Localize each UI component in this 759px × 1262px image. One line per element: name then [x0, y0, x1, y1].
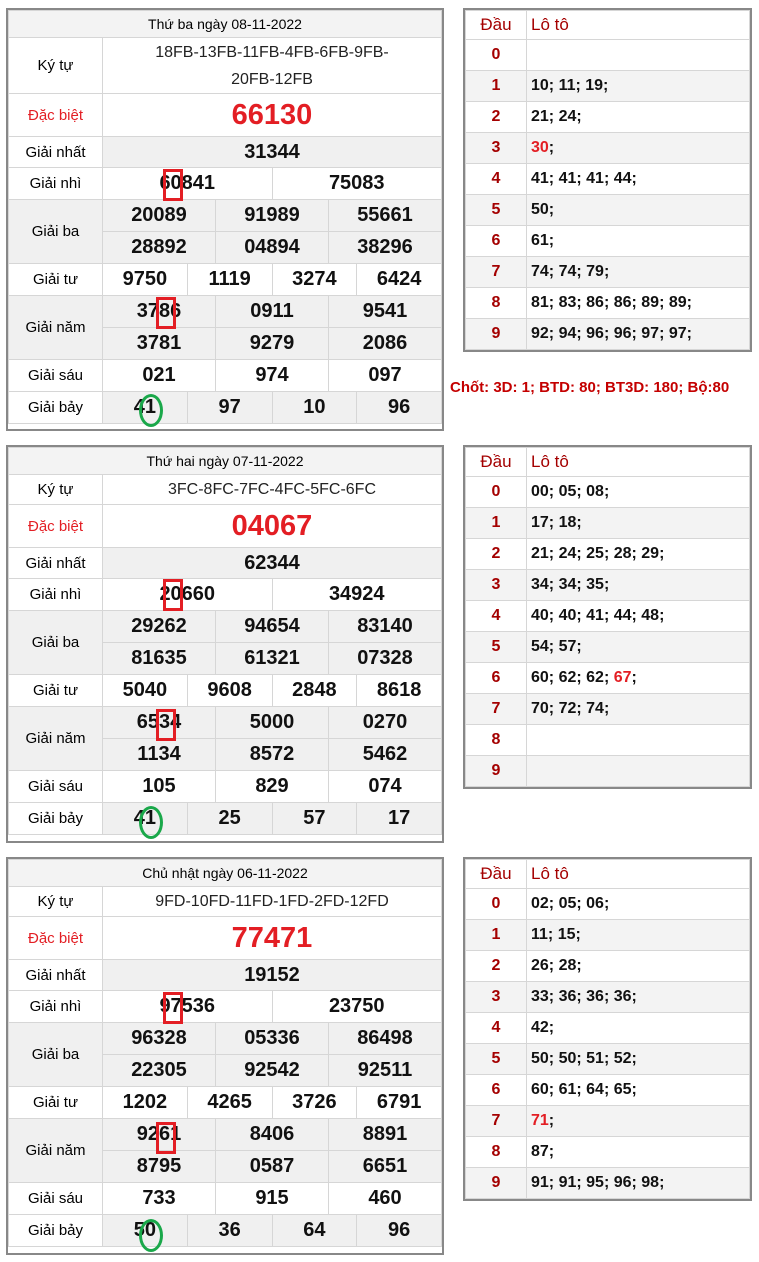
giai-sau-value: 974	[216, 360, 329, 392]
giai-nhi-value: 60841	[103, 168, 273, 200]
giai-nam-value: 5000	[216, 707, 329, 739]
giai-nam-value: 8406	[216, 1119, 329, 1151]
loto-cell: 17; 18;	[527, 508, 750, 539]
giai-ba-value: 07328	[329, 643, 442, 675]
giai-ba-value: 81635	[103, 643, 216, 675]
giai-tu-label: Giải tư	[9, 675, 103, 707]
dau-cell: 4	[466, 601, 527, 632]
dac-biet-label: Đặc biệt	[9, 917, 103, 960]
giai-nam-value: 9541	[329, 296, 442, 328]
giai-bay-value: 96	[357, 392, 442, 424]
giai-nam-label: Giải năm	[9, 1119, 103, 1183]
loto-grid	[465, 447, 750, 787]
giai-sau-value: 915	[216, 1183, 329, 1215]
giai-nhat-label: Giải nhất	[9, 960, 103, 991]
giai-nam-value: 5462	[329, 739, 442, 771]
result-header: Chủ nhật ngày 06-11-2022	[9, 860, 442, 887]
giai-nam-value: 2086	[329, 328, 442, 360]
giai-nam-value: 3786	[103, 296, 216, 328]
highlight-circle-mark	[139, 806, 163, 839]
loto-cell: 34; 34; 35;	[527, 570, 750, 601]
giai-tu-value: 8618	[357, 675, 442, 707]
giai-tu-value: 6424	[357, 264, 442, 296]
giai-bay-value: 97	[187, 392, 272, 424]
giai-ba-value: 38296	[329, 232, 442, 264]
giai-nhi-value: 75083	[272, 168, 442, 200]
result-grid	[8, 859, 442, 1247]
loto-cell: 81; 83; 86; 86; 89; 89;	[527, 288, 750, 319]
giai-ba-value: 83140	[329, 611, 442, 643]
dau-cell: 3	[466, 982, 527, 1013]
ky-tu-value: 18FB-13FB-11FB-4FB-6FB-9FB-20FB-12FB	[103, 38, 442, 94]
giai-tu-value: 5040	[103, 675, 188, 707]
giai-nam-value: 6534	[103, 707, 216, 739]
giai-ba-value: 61321	[216, 643, 329, 675]
result-table-2022-11-08	[6, 8, 444, 431]
giai-sau-value: 829	[216, 771, 329, 803]
loto-table-2022-11-07	[463, 445, 752, 789]
highlight-square-mark	[163, 579, 183, 611]
giai-sau-value: 460	[329, 1183, 442, 1215]
giai-sau-label: Giải sáu	[9, 771, 103, 803]
giai-tu-value: 9608	[187, 675, 272, 707]
dau-cell: 0	[466, 889, 527, 920]
giai-bay-value: 50	[103, 1215, 188, 1247]
dau-cell: 5	[466, 195, 527, 226]
dau-cell: 3	[466, 570, 527, 601]
giai-tu-value: 4265	[187, 1087, 272, 1119]
dau-cell: 9	[466, 1168, 527, 1199]
dau-cell: 1	[466, 508, 527, 539]
dau-cell: 8	[466, 288, 527, 319]
dac-biet-label: Đặc biệt	[9, 94, 103, 137]
giai-nam-value: 3781	[103, 328, 216, 360]
giai-nam-value: 9279	[216, 328, 329, 360]
dau-cell: 6	[466, 1075, 527, 1106]
giai-ba-value: 91989	[216, 200, 329, 232]
loto-cell: 61;	[527, 226, 750, 257]
giai-nam-value: 6651	[329, 1151, 442, 1183]
giai-nhi-value: 97536	[103, 991, 273, 1023]
giai-ba-value: 29262	[103, 611, 216, 643]
dau-header: Đầu	[466, 860, 527, 889]
dau-header: Đầu	[466, 448, 527, 477]
highlight-square-mark	[163, 169, 183, 201]
dau-cell: 7	[466, 257, 527, 288]
loto-cell: 30;	[527, 133, 750, 164]
giai-bay-value: 36	[187, 1215, 272, 1247]
loto-cell: 91; 91; 95; 96; 98;	[527, 1168, 750, 1199]
dau-cell: 6	[466, 663, 527, 694]
giai-ba-value: 94654	[216, 611, 329, 643]
giai-bay-value: 10	[272, 392, 357, 424]
loto-grid	[465, 859, 750, 1199]
ky-tu-value: 3FC-8FC-7FC-4FC-5FC-6FC	[103, 475, 442, 505]
ky-tu-value: 9FD-10FD-11FD-1FD-2FD-12FD	[103, 887, 442, 917]
giai-ba-value: 28892	[103, 232, 216, 264]
giai-tu-value: 6791	[357, 1087, 442, 1119]
loto-header: Lô tô	[527, 860, 750, 889]
giai-nam-value: 1134	[103, 739, 216, 771]
dau-cell: 5	[466, 632, 527, 663]
loto-cell: 50;	[527, 195, 750, 226]
giai-sau-value: 021	[103, 360, 216, 392]
special-loto: 71	[531, 1112, 549, 1129]
loto-cell: 21; 24; 25; 28; 29;	[527, 539, 750, 570]
dac-biet-value: 66130	[103, 94, 442, 137]
giai-bay-value: 57	[272, 803, 357, 835]
dau-cell: 0	[466, 477, 527, 508]
result-table-2022-11-07	[6, 445, 444, 843]
giai-tu-value: 9750	[103, 264, 188, 296]
giai-nhi-value: 23750	[272, 991, 442, 1023]
loto-cell	[527, 40, 750, 71]
giai-sau-value: 074	[329, 771, 442, 803]
giai-ba-value: 22305	[103, 1055, 216, 1087]
giai-sau-label: Giải sáu	[9, 1183, 103, 1215]
ky-tu-label: Ký tự	[9, 475, 103, 505]
giai-ba-value: 20089	[103, 200, 216, 232]
dau-header: Đầu	[466, 11, 527, 40]
ky-tu-label: Ký tự	[9, 38, 103, 94]
chot-prediction-text: Chốt: 3D: 1; BTD: 80; BT3D: 180; Bộ:80	[450, 379, 730, 396]
result-table-2022-11-06	[6, 857, 444, 1255]
giai-ba-value: 92542	[216, 1055, 329, 1087]
giai-ba-value: 05336	[216, 1023, 329, 1055]
giai-ba-label: Giải ba	[9, 1023, 103, 1087]
ky-tu-label: Ký tự	[9, 887, 103, 917]
giai-nhi-label: Giải nhì	[9, 991, 103, 1023]
giai-bay-value: 96	[357, 1215, 442, 1247]
giai-ba-value: 92511	[329, 1055, 442, 1087]
giai-sau-value: 097	[329, 360, 442, 392]
dau-cell: 8	[466, 725, 527, 756]
loto-cell: 26; 28;	[527, 951, 750, 982]
giai-bay-value: 41	[103, 392, 188, 424]
giai-nhat-label: Giải nhất	[9, 137, 103, 168]
highlight-square-mark	[156, 709, 176, 741]
highlight-circle-mark	[139, 394, 163, 427]
dac-biet-value: 77471	[103, 917, 442, 960]
dau-cell: 3	[466, 133, 527, 164]
giai-bay-label: Giải bảy	[9, 392, 103, 424]
loto-cell: 02; 05; 06;	[527, 889, 750, 920]
giai-ba-label: Giải ba	[9, 611, 103, 675]
dau-cell: 7	[466, 694, 527, 725]
special-loto: 67	[613, 669, 632, 686]
result-grid	[8, 447, 442, 835]
giai-sau-label: Giải sáu	[9, 360, 103, 392]
giai-nam-value: 8795	[103, 1151, 216, 1183]
giai-ba-label: Giải ba	[9, 200, 103, 264]
dau-cell: 4	[466, 1013, 527, 1044]
giai-sau-value: 733	[103, 1183, 216, 1215]
dau-cell: 9	[466, 319, 527, 350]
giai-tu-value: 3726	[272, 1087, 357, 1119]
loto-cell: 21; 24;	[527, 102, 750, 133]
giai-sau-value: 105	[103, 771, 216, 803]
giai-tu-value: 2848	[272, 675, 357, 707]
loto-cell: 50; 50; 51; 52;	[527, 1044, 750, 1075]
loto-cell	[527, 756, 750, 787]
giai-ba-value: 04894	[216, 232, 329, 264]
dau-cell: 1	[466, 920, 527, 951]
loto-cell: 33; 36; 36; 36;	[527, 982, 750, 1013]
loto-cell: 71;	[527, 1106, 750, 1137]
dau-cell: 0	[466, 40, 527, 71]
loto-cell: 10; 11; 19;	[527, 71, 750, 102]
loto-grid	[465, 10, 750, 350]
giai-bay-value: 25	[187, 803, 272, 835]
loto-cell: 60; 61; 64; 65;	[527, 1075, 750, 1106]
giai-bay-label: Giải bảy	[9, 1215, 103, 1247]
loto-table-2022-11-08	[463, 8, 752, 352]
loto-header: Lô tô	[527, 11, 750, 40]
giai-nam-value: 8891	[329, 1119, 442, 1151]
giai-nhi-label: Giải nhì	[9, 168, 103, 200]
giai-nam-value: 0270	[329, 707, 442, 739]
loto-cell: 87;	[527, 1137, 750, 1168]
giai-nhat-value: 31344	[103, 137, 442, 168]
giai-nam-label: Giải năm	[9, 296, 103, 360]
loto-cell: 54; 57;	[527, 632, 750, 663]
dac-biet-label: Đặc biệt	[9, 505, 103, 548]
dau-cell: 6	[466, 226, 527, 257]
giai-tu-label: Giải tư	[9, 264, 103, 296]
dau-cell: 8	[466, 1137, 527, 1168]
loto-cell	[527, 725, 750, 756]
giai-nhi-label: Giải nhì	[9, 579, 103, 611]
giai-nhat-value: 19152	[103, 960, 442, 991]
loto-cell: 70; 72; 74;	[527, 694, 750, 725]
loto-table-2022-11-06	[463, 857, 752, 1201]
giai-nhat-value: 62344	[103, 548, 442, 579]
giai-nam-value: 0911	[216, 296, 329, 328]
result-grid	[8, 10, 442, 424]
result-header: Thứ hai ngày 07-11-2022	[9, 448, 442, 475]
giai-nhat-label: Giải nhất	[9, 548, 103, 579]
dac-biet-value: 04067	[103, 505, 442, 548]
giai-bay-value: 17	[357, 803, 442, 835]
giai-ba-value: 86498	[329, 1023, 442, 1055]
loto-cell: 92; 94; 96; 96; 97; 97;	[527, 319, 750, 350]
giai-tu-value: 3274	[272, 264, 357, 296]
loto-cell: 42;	[527, 1013, 750, 1044]
giai-bay-label: Giải bảy	[9, 803, 103, 835]
result-header: Thứ ba ngày 08-11-2022	[9, 11, 442, 38]
giai-bay-value: 64	[272, 1215, 357, 1247]
giai-nam-value: 0587	[216, 1151, 329, 1183]
loto-cell: 40; 40; 41; 44; 48;	[527, 601, 750, 632]
highlight-circle-mark	[139, 1219, 163, 1252]
dau-cell: 2	[466, 951, 527, 982]
loto-cell: 00; 05; 08;	[527, 477, 750, 508]
giai-ba-value: 55661	[329, 200, 442, 232]
loto-cell: 60; 62; 62; 67;	[527, 663, 750, 694]
giai-bay-value: 41	[103, 803, 188, 835]
dau-cell: 2	[466, 539, 527, 570]
highlight-square-mark	[156, 297, 176, 329]
loto-cell: 41; 41; 41; 44;	[527, 164, 750, 195]
giai-nhi-value: 20660	[103, 579, 273, 611]
giai-tu-value: 1119	[187, 264, 272, 296]
dau-cell: 9	[466, 756, 527, 787]
giai-tu-value: 1202	[103, 1087, 188, 1119]
giai-ba-value: 96328	[103, 1023, 216, 1055]
dau-cell: 4	[466, 164, 527, 195]
loto-cell: 74; 74; 79;	[527, 257, 750, 288]
giai-nam-value: 9261	[103, 1119, 216, 1151]
giai-nam-value: 8572	[216, 739, 329, 771]
loto-header: Lô tô	[527, 448, 750, 477]
dau-cell: 1	[466, 71, 527, 102]
giai-nhi-value: 34924	[272, 579, 442, 611]
loto-cell: 11; 15;	[527, 920, 750, 951]
highlight-square-mark	[163, 992, 183, 1024]
dau-cell: 2	[466, 102, 527, 133]
giai-tu-label: Giải tư	[9, 1087, 103, 1119]
dau-cell: 7	[466, 1106, 527, 1137]
dau-cell: 5	[466, 1044, 527, 1075]
special-loto: 30	[531, 139, 549, 156]
highlight-square-mark	[156, 1122, 176, 1154]
giai-nam-label: Giải năm	[9, 707, 103, 771]
